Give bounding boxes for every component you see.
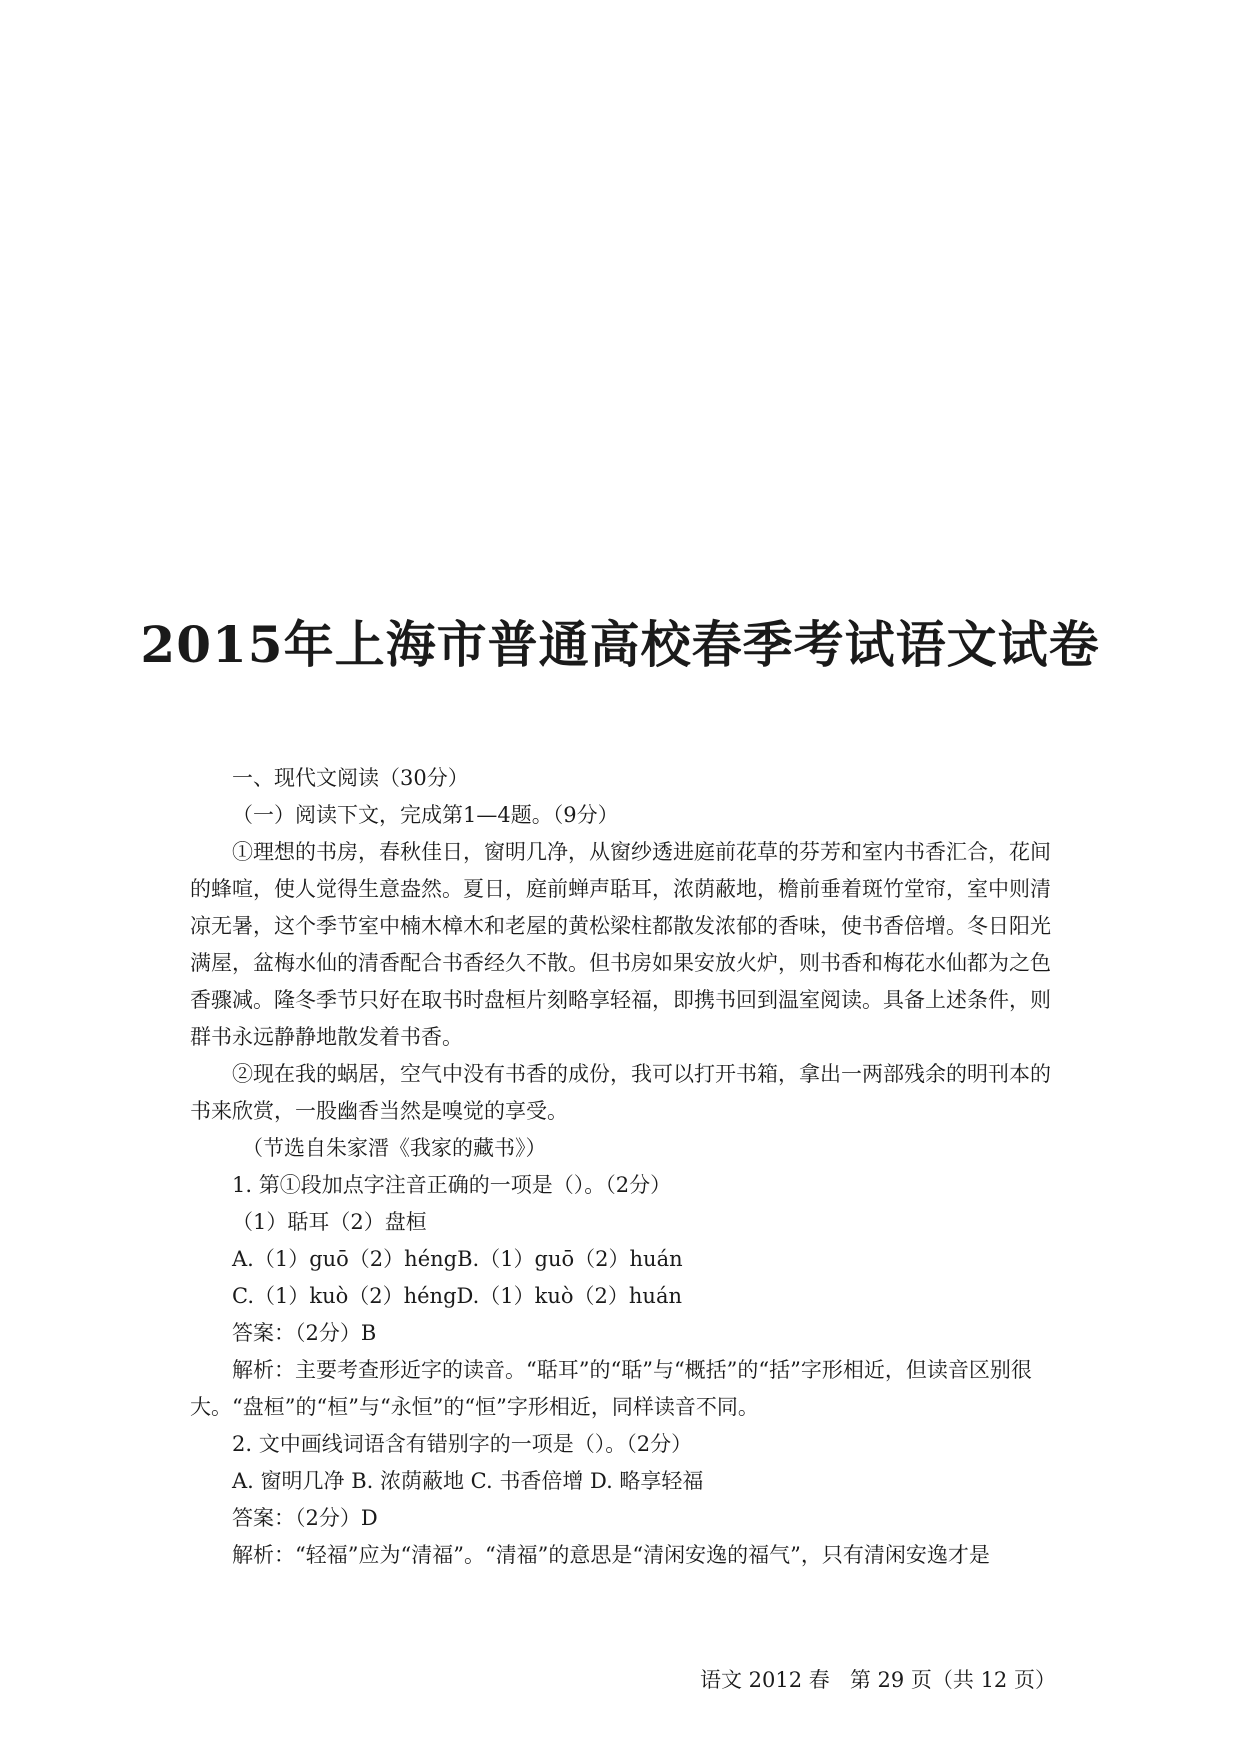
passage-paragraph-1: ①理想的书房，春秋佳日，窗明几净，从窗纱透进庭前花草的芬芳和室内书香汇合，花间的蜂喧，使人觉得生意盎然。夏日，庭前蝉声聒耳，浓荫蔽地，檐前垂着斑竹堂帘，室中则清凉无暑，这个季节室中楠木樟木和老屋的黄松梁柱都散发浓郁的香味，使书香倍增。冬日阳光满屋，盆梅水仙的清香配合书香经久不散。但书房如果安放火炉，则书香和梅花水仙都为之色香骤减。隆冬季节只好在取书时盘桓片刻略享轻福，即携书回到温室阅读。具备上述条件，则群书永远静静地散发着书香。 (190, 840, 1051, 1049)
question-2-answer: 答案：（2分）D (232, 1506, 378, 1530)
footer-subject: 语文 2012 春 (700, 1668, 830, 1692)
question-1: 1. 第①段加点字注音正确的一项是（）。（2分） (232, 1173, 672, 1197)
question-1-options-cd: C.（1）kuò（2）héngD.（1）kuò（2）huán (232, 1284, 683, 1308)
question-1-analysis: 解析：主要考查形近字的读音。“聒耳”的“聒”与“概括”的“括”字形相近，但读音区别很大。“盘桓”的“桓”与“永恒”的“恒”字形相近，同样读音不同。 (190, 1358, 1032, 1419)
exam-content (190, 760, 1058, 1574)
subsection-heading: （一）阅读下文，完成第1—4题。（9分） (232, 803, 619, 827)
section-heading: 一、现代文阅读（30分） (232, 766, 469, 790)
question-1-answer: 答案：（2分）B (232, 1321, 377, 1345)
footer-page-number: 第 29 页（共 12 页） (849, 1668, 1056, 1692)
question-1-options-ab: A.（1）guō（2）héngB.（1）guō（2）huán (232, 1247, 683, 1271)
passage-source: （节选自朱家溍《我家的藏书》） (242, 1136, 547, 1160)
page-footer (700, 1665, 1056, 1695)
question-2-analysis: 解析：“轻福”应为“清福”。“清福”的意思是“清闲安逸的福气”，只有清闲安逸才是 (232, 1543, 990, 1567)
question-1-words: （1）聒耳（2）盘桓 (232, 1210, 427, 1234)
question-2-options: A. 窗明几净 B. 浓荫蔽地 C. 书香倍增 D. 略享轻福 (232, 1469, 704, 1493)
passage-paragraph-2: ②现在我的蜗居，空气中没有书香的成份，我可以打开书箱，拿出一两部残余的明刊本的书来欣赏，一股幽香当然是嗅觉的享受。 (190, 1062, 1051, 1123)
question-2: 2. 文中画线词语含有错别字的一项是（）。（2分） (232, 1432, 693, 1456)
document-title: 2015年上海市普通高校春季考试语文试卷 (140, 615, 1100, 674)
